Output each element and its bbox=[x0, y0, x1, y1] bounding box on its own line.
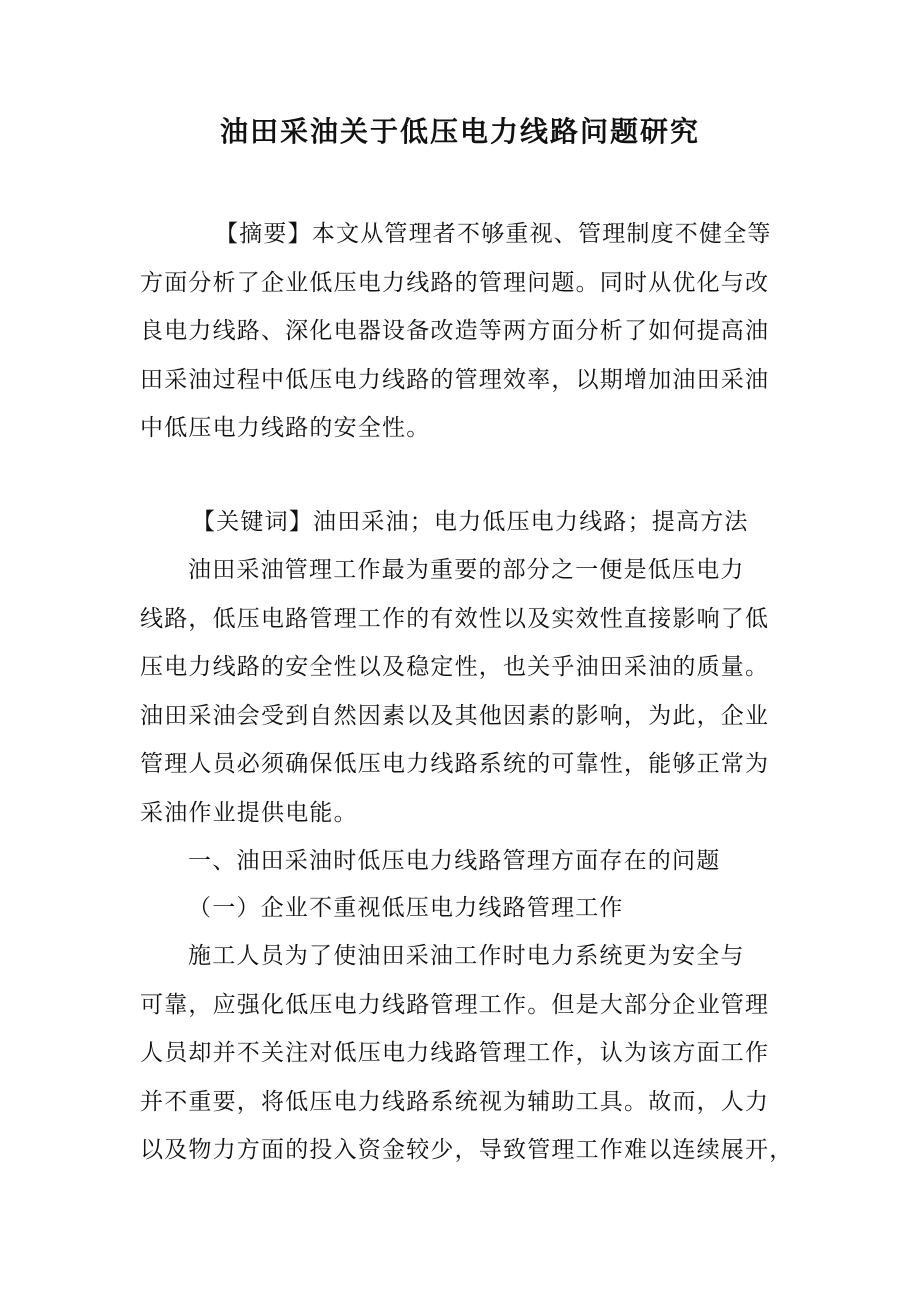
body-line: 施工人员为了使油田采油工作时电力系统更为安全与 bbox=[188, 943, 745, 969]
body-line: 并不重要，将低压电力线路系统视为辅助工具。故而，人力 bbox=[140, 1088, 770, 1115]
keywords-line: 【关键词】油田采油；电力低压电力线路；提高方法 bbox=[192, 509, 749, 535]
intro-line: 采油作业提供电能。 bbox=[140, 799, 358, 826]
abstract-line: 【摘要】本文从管理者不够重视、管理制度不健全等 bbox=[215, 221, 772, 247]
body-line: 以及物力方面的投入资金较少，导致管理工作难以连续展开， bbox=[140, 1137, 794, 1163]
abstract-line: 中低压电力线路的安全性。 bbox=[140, 415, 431, 441]
abstract-paragraph bbox=[140, 210, 782, 453]
intro-line: 油田采油管理工作最为重要的部分之一便是低压电力 bbox=[188, 557, 745, 583]
intro-paragraph bbox=[140, 546, 782, 837]
abstract-line: 方面分析了企业低压电力线路的管理问题。同时从优化与改 bbox=[140, 269, 770, 296]
intro-line: 压电力线路的安全性以及稳定性，也关乎油田采油的质量。 bbox=[140, 654, 770, 680]
body-paragraph bbox=[140, 932, 794, 1175]
body-line: 人员却并不关注对低压电力线路管理工作，认为该方面工作 bbox=[140, 1040, 770, 1066]
abstract-line: 田采油过程中低压电力线路的管理效率，以期增加油田采油 bbox=[140, 366, 770, 393]
intro-line: 线路，低压电路管理工作的有效性以及实效性直接影响了低 bbox=[140, 605, 770, 632]
subsection-heading: （一）企业不重视低压电力线路管理工作 bbox=[188, 895, 624, 921]
abstract-line: 良电力线路、深化电器设备改造等两方面分析了如何提高油 bbox=[140, 318, 770, 344]
document-title: 油田采油关于低压电力线路问题研究 bbox=[219, 115, 700, 148]
intro-line: 管理人员必须确保低压电力线路系统的可靠性，能够正常为 bbox=[140, 751, 770, 777]
intro-line: 油田采油会受到自然因素以及其他因素的影响，为此，企业 bbox=[140, 702, 770, 729]
body-line: 可靠，应强化低压电力线路管理工作。但是大部分企业管理 bbox=[140, 991, 770, 1018]
section-heading: 一、油田采油时低压电力线路管理方面存在的问题 bbox=[188, 848, 721, 874]
